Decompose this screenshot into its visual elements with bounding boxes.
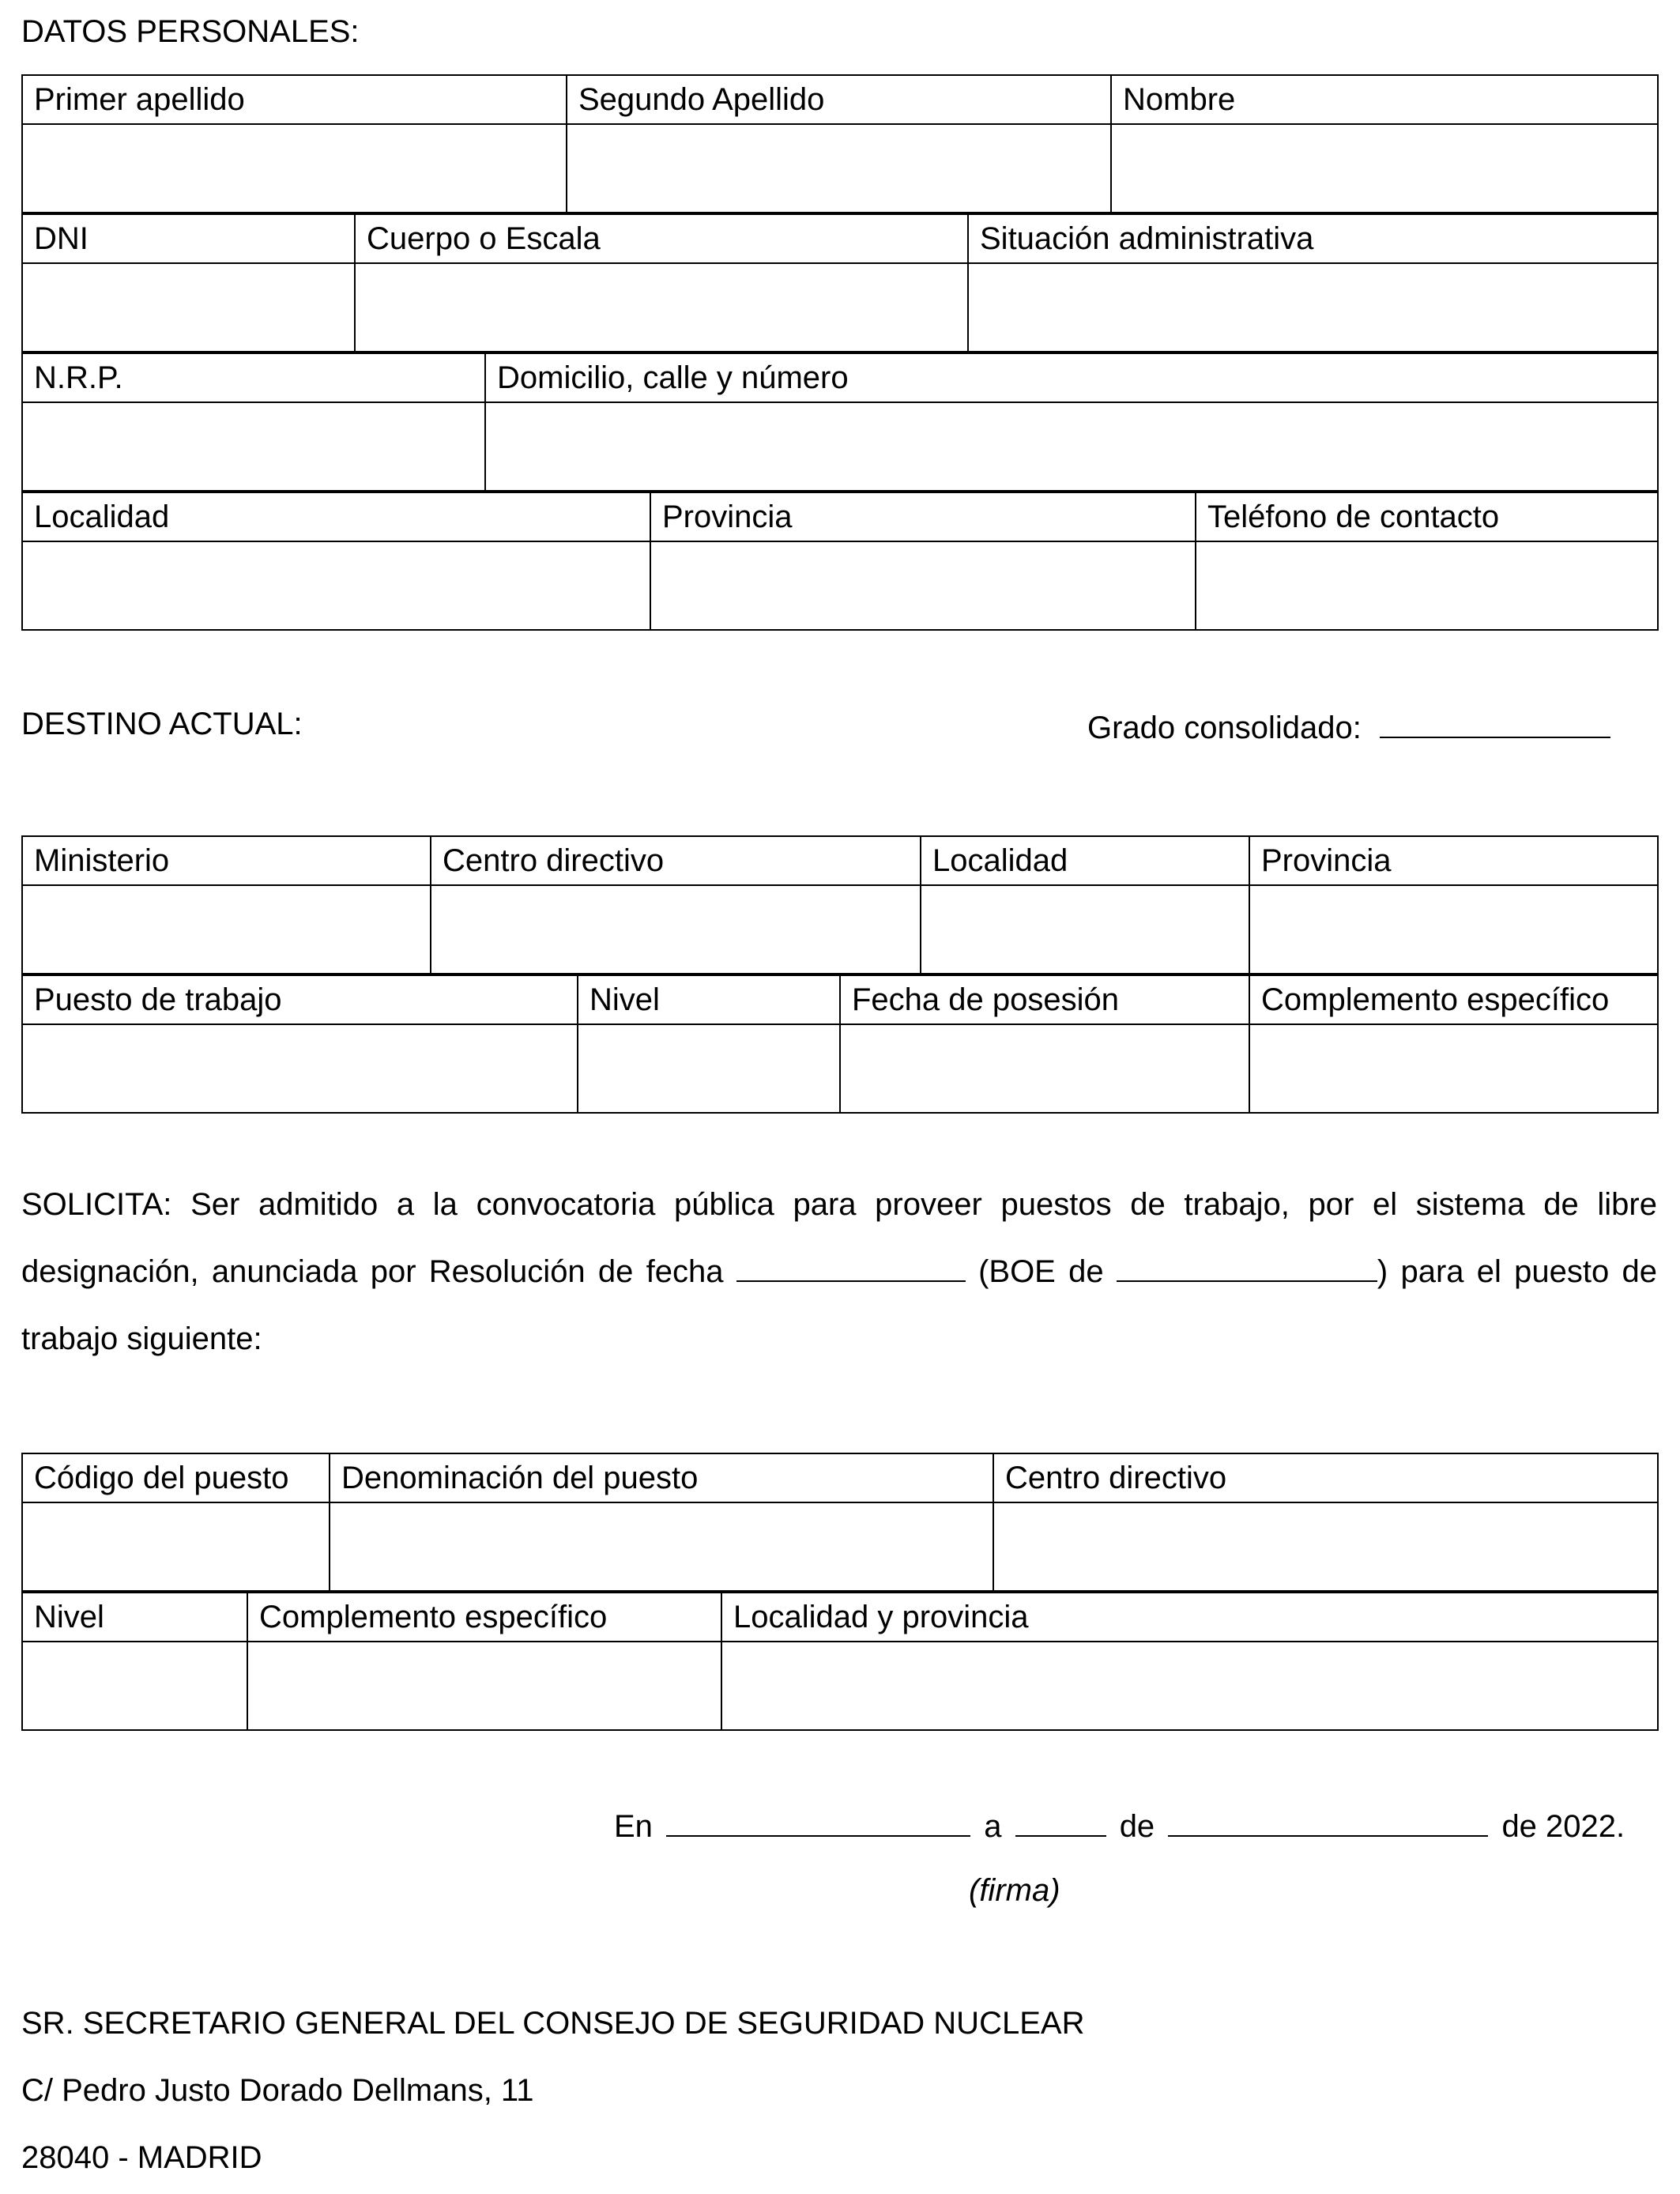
personal-data-heading: DATOS PERSONALES: xyxy=(21,14,360,49)
label-nombre: Nombre xyxy=(1111,75,1658,124)
cell-puesto-trabajo xyxy=(22,1024,578,1113)
cell-cuerpo-escala xyxy=(355,263,968,352)
signature-date-line xyxy=(614,1804,1625,1845)
date-day-blank[interactable] xyxy=(1015,1804,1106,1837)
label-destino-localidad: Localidad xyxy=(921,836,1249,885)
personal-data-table-3 xyxy=(21,352,1659,492)
addressee-title: SR. SECRETARIO GENERAL DEL CONSEJO DE SEGURIDAD NUCLEAR xyxy=(21,2006,1085,2041)
personal-data-table-1 xyxy=(21,74,1659,213)
cell-nombre xyxy=(1111,124,1658,213)
resolucion-fecha-blank[interactable] xyxy=(736,1249,966,1282)
boe-fecha-blank[interactable] xyxy=(1117,1249,1377,1282)
label-primer-apellido: Primer apellido xyxy=(22,75,567,124)
localidad-provincia-input[interactable] xyxy=(722,1642,1657,1729)
provincia-input[interactable] xyxy=(651,542,1195,629)
ministerio-input[interactable] xyxy=(23,886,430,973)
date-place-blank[interactable] xyxy=(666,1804,970,1837)
solicita-text-3: ) para el puesto de trabajo siguiente: xyxy=(21,1254,1657,1356)
grado-consolidado-blank[interactable] xyxy=(1380,705,1610,738)
cell-localidad xyxy=(22,541,650,630)
destino-localidad-input[interactable] xyxy=(921,886,1249,973)
cell-codigo-puesto xyxy=(22,1502,330,1591)
requested-post-table-2 xyxy=(21,1592,1659,1731)
nombre-input[interactable] xyxy=(1112,125,1657,212)
puesto-centro-directivo-input[interactable] xyxy=(994,1503,1657,1590)
cell-localidad-provincia xyxy=(721,1642,1658,1730)
situacion-administrativa-input[interactable] xyxy=(969,264,1657,351)
address-city: 28040 - MADRID xyxy=(21,2140,262,2175)
current-post-heading: DESTINO ACTUAL: xyxy=(21,707,303,741)
label-centro-directivo: Centro directivo xyxy=(431,836,921,885)
personal-data-table-2 xyxy=(21,213,1659,352)
current-post-table-2 xyxy=(21,974,1659,1114)
puesto-trabajo-input[interactable] xyxy=(23,1025,577,1112)
label-ministerio: Ministerio xyxy=(22,836,431,885)
label-destino-complemento: Complemento específico xyxy=(1249,975,1658,1024)
cell-segundo-apellido xyxy=(567,124,1111,213)
destino-nivel-input[interactable] xyxy=(578,1025,839,1112)
puesto-complemento-input[interactable] xyxy=(248,1642,721,1729)
denominacion-puesto-input[interactable] xyxy=(330,1503,993,1590)
label-situacion-administrativa: Situación administrativa xyxy=(968,214,1658,263)
label-segundo-apellido: Segundo Apellido xyxy=(567,75,1111,124)
grado-consolidado xyxy=(1087,705,1610,747)
destino-complemento-input[interactable] xyxy=(1250,1025,1657,1112)
cell-fecha-posesion xyxy=(840,1024,1249,1113)
nrp-input[interactable] xyxy=(23,403,484,490)
telefono-input[interactable] xyxy=(1196,542,1657,629)
date-de-label: de xyxy=(1119,1809,1155,1844)
cell-nrp xyxy=(22,402,485,491)
cell-puesto-complemento xyxy=(247,1642,721,1730)
solicita-paragraph xyxy=(21,1171,1657,1373)
puesto-nivel-input[interactable] xyxy=(23,1642,247,1729)
cell-destino-localidad xyxy=(921,885,1249,974)
cell-domicilio xyxy=(485,402,1658,491)
cell-puesto-centro-directivo xyxy=(993,1502,1658,1591)
label-puesto-nivel: Nivel xyxy=(22,1593,247,1642)
cell-dni xyxy=(22,263,355,352)
label-puesto-complemento: Complemento específico xyxy=(247,1593,721,1642)
label-puesto-centro-directivo: Centro directivo xyxy=(993,1453,1658,1502)
label-dni: DNI xyxy=(22,214,355,263)
address-street: C/ Pedro Justo Dorado Dellmans, 11 xyxy=(21,2073,534,2108)
cell-primer-apellido xyxy=(22,124,567,213)
personal-data-table-4 xyxy=(21,492,1659,631)
cell-denominacion-puesto xyxy=(330,1502,993,1591)
codigo-puesto-input[interactable] xyxy=(23,1503,329,1590)
fecha-posesion-input[interactable] xyxy=(841,1025,1249,1112)
date-year-label: de 2022. xyxy=(1501,1809,1625,1844)
label-codigo-puesto: Código del puesto xyxy=(22,1453,330,1502)
destino-provincia-input[interactable] xyxy=(1250,886,1657,973)
solicita-text-1: SOLICITA: Ser admitido a la convocatoria pública para proveer puestos de trabajo, por el sistema de libre designación, anunciada por Resolución de fecha xyxy=(21,1187,1657,1289)
cell-situacion-administrativa xyxy=(968,263,1658,352)
domicilio-input[interactable] xyxy=(486,403,1657,490)
label-domicilio: Domicilio, calle y número xyxy=(485,353,1658,402)
cuerpo-escala-input[interactable] xyxy=(356,264,967,351)
primer-apellido-input[interactable] xyxy=(23,125,566,212)
date-a-label: a xyxy=(984,1809,1002,1844)
label-fecha-posesion: Fecha de posesión xyxy=(840,975,1249,1024)
label-cuerpo-escala: Cuerpo o Escala xyxy=(355,214,968,263)
date-month-blank[interactable] xyxy=(1168,1804,1488,1837)
label-destino-provincia: Provincia xyxy=(1249,836,1658,885)
cell-destino-nivel xyxy=(578,1024,840,1113)
cell-telefono xyxy=(1196,541,1658,630)
firma-label: (firma) xyxy=(969,1873,1060,1908)
label-telefono: Teléfono de contacto xyxy=(1196,492,1658,541)
label-puesto-trabajo: Puesto de trabajo xyxy=(22,975,578,1024)
cell-destino-complemento xyxy=(1249,1024,1658,1113)
label-denominacion-puesto: Denominación del puesto xyxy=(330,1453,993,1502)
requested-post-table-1 xyxy=(21,1453,1659,1592)
segundo-apellido-input[interactable] xyxy=(567,125,1110,212)
label-localidad: Localidad xyxy=(22,492,650,541)
cell-ministerio xyxy=(22,885,431,974)
dni-input[interactable] xyxy=(23,264,354,351)
current-post-table-1 xyxy=(21,835,1659,974)
date-en-label: En xyxy=(614,1809,653,1844)
localidad-input[interactable] xyxy=(23,542,650,629)
solicita-text-2: (BOE de xyxy=(978,1254,1104,1289)
cell-puesto-nivel xyxy=(22,1642,247,1730)
label-provincia: Provincia xyxy=(650,492,1196,541)
label-localidad-provincia: Localidad y provincia xyxy=(721,1593,1658,1642)
label-destino-nivel: Nivel xyxy=(578,975,840,1024)
cell-centro-directivo xyxy=(431,885,921,974)
cell-provincia xyxy=(650,541,1196,630)
label-nrp: N.R.P. xyxy=(22,353,485,402)
centro-directivo-input[interactable] xyxy=(431,886,920,973)
cell-destino-provincia xyxy=(1249,885,1658,974)
grado-consolidado-label: Grado consolidado: xyxy=(1087,711,1362,745)
